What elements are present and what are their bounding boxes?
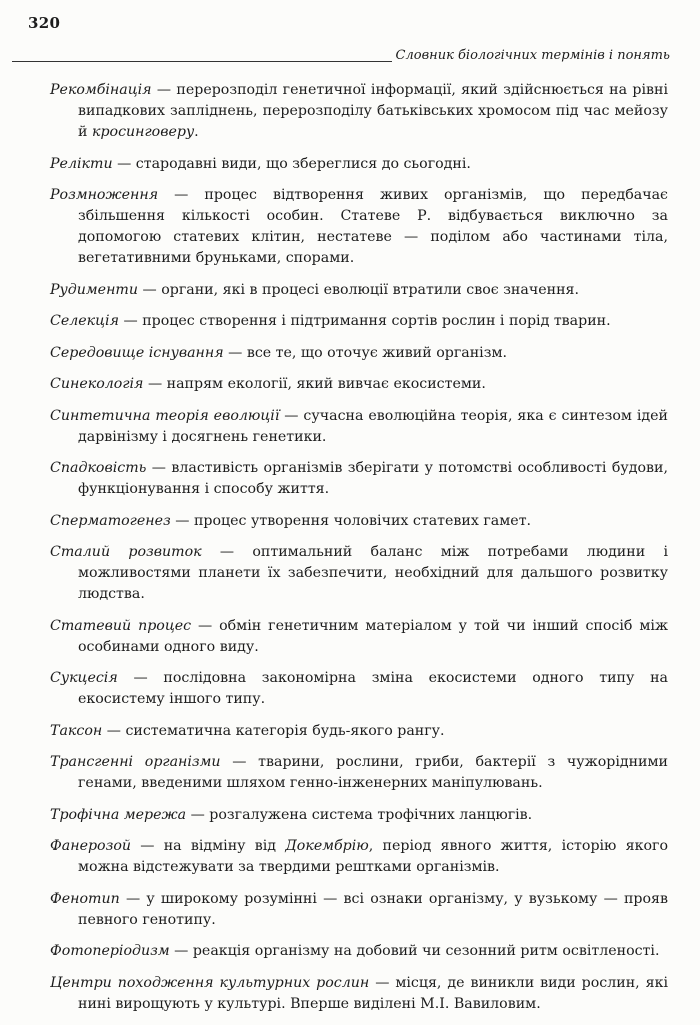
glossary-definition: — процес відтворення живих організмів, що передбачає збільшення кількості особин. Статеве Р. відбувається виключно за допомогою статевих клітин, нестатеве — поділом або частинами тіла, вегетативними бруньками, спорами.	[78, 187, 668, 266]
running-header-title: Словник біологічних термінів і понять	[395, 48, 670, 63]
glossary-definition: — процес створення і підтримання сортів рослин і порід тварин.	[118, 313, 611, 329]
glossary-definition: — у широкому розумінні — всі ознаки організму, у вузькому — прояв певного генотипу.	[78, 890, 668, 928]
glossary-entry	[50, 616, 668, 658]
glossary-entry	[50, 668, 668, 710]
glossary-entry	[50, 154, 668, 175]
glossary-term: Фанерозой	[50, 838, 132, 854]
glossary-term: Релікти	[50, 155, 113, 172]
glossary-cross-reference: Докембрію	[285, 838, 369, 854]
glossary-entry	[50, 973, 668, 1015]
glossary-definition: — систематична категорія будь-якого рангу.	[102, 722, 445, 739]
glossary-definition: — властивість організмів зберігати у потомстві особливості будови, функціонування і способу життя.	[78, 460, 668, 497]
glossary-definition: — сучасна еволюційна теорія, яка є синтезом ідей дарвінізму і досягнень генетики.	[78, 407, 668, 445]
glossary-term: Фотоперіодизм	[50, 943, 170, 959]
glossary-definition: — процес утворення чоловічих статевих гамет.	[170, 512, 532, 529]
glossary-definition: — напрям екології, який вивчає екосистеми.	[143, 376, 486, 392]
glossary-entry	[50, 752, 668, 794]
glossary-entry	[50, 511, 668, 532]
glossary-term: Розмноження	[50, 187, 159, 203]
glossary-definition-end: .	[194, 124, 199, 140]
glossary-term: Сталий розвиток	[50, 544, 202, 560]
glossary-term: Рудименти	[50, 281, 138, 298]
glossary-definition: — реакція організму на добовий чи сезонний ритм освітленості.	[169, 943, 660, 959]
glossary-entry	[50, 805, 668, 826]
glossary-entry	[50, 889, 668, 931]
glossary-entry	[50, 280, 668, 301]
glossary-term: Спадковість	[50, 460, 147, 476]
glossary-entry	[50, 80, 668, 143]
glossary-term: Середовище існування	[50, 344, 224, 361]
glossary-entry	[50, 721, 668, 742]
glossary-entry	[50, 343, 668, 364]
glossary-definition-end: , період явного життя, історію якого можна відстежувати за твердими рештками організмів.	[78, 838, 668, 875]
glossary-definition: — розгалужена система трофічних ланцюгів.	[186, 806, 533, 823]
glossary-entry	[50, 311, 668, 332]
header-rule	[12, 61, 392, 62]
glossary-definition: — все те, що оточує живий організм.	[223, 344, 508, 361]
glossary-definition: — перерозподіл генетичної інформації, який здійснюється на рівні випадкових запліднень, перерозподілу батьківських хромосом під час мейозу й	[78, 82, 668, 140]
glossary-definition: — оптимальний баланс між потребами людини і можливостями планети їх забезпечити, необхідний для дальшого розвитку людства.	[78, 544, 668, 602]
glossary-term: Синтетична теорія еволюції	[50, 407, 280, 424]
glossary-term: Статевий процес	[50, 617, 192, 634]
glossary-definition: — обмін генетичним матеріалом у той чи інший спосіб між особинами одного виду.	[78, 617, 668, 655]
glossary-entry	[50, 458, 668, 500]
glossary-cross-reference: кросинговеру	[91, 124, 195, 140]
glossary-term: Трофічна мережа	[50, 806, 187, 823]
page-number: 320	[28, 14, 61, 32]
glossary-term: Селекція	[50, 313, 119, 329]
glossary-term: Синекологія	[50, 376, 144, 392]
glossary-entry	[50, 374, 668, 395]
glossary-entry	[50, 542, 668, 605]
glossary-definition: — місця, де виникли види рослин, які нині вирощують у культурі. Вперше виділені М.І. Вавиловим.	[78, 974, 668, 1012]
glossary-definition: — тварини, рослини, гриби, бактерії з чужорідними генами, введеними шляхом генно-інженерних маніпулювань.	[78, 754, 668, 791]
glossary-term: Рекомбінація	[50, 82, 152, 98]
glossary-term: Трансгенні організми	[50, 754, 221, 770]
glossary-entry	[50, 185, 668, 269]
glossary-term: Сукцесія	[50, 670, 118, 686]
glossary-definition: — послідовна закономірна зміна екосистеми одного типу на екосистему іншого типу.	[78, 670, 668, 707]
glossary-definition: — на відміну від	[131, 838, 286, 854]
glossary-term: Сперматогенез	[50, 512, 171, 529]
running-header	[12, 46, 670, 68]
glossary-term: Фенотип	[50, 890, 120, 907]
glossary-definition: — стародавні види, що збереглися до сьогодні.	[112, 155, 471, 172]
glossary-definition: — органи, які в процесі еволюції втратили своє значення.	[138, 281, 579, 298]
glossary-entry	[50, 406, 668, 448]
glossary-term: Центри походження культурних рослин	[50, 974, 370, 991]
glossary-term: Таксон	[50, 722, 103, 739]
glossary	[50, 80, 668, 1025]
glossary-entry	[50, 836, 668, 878]
